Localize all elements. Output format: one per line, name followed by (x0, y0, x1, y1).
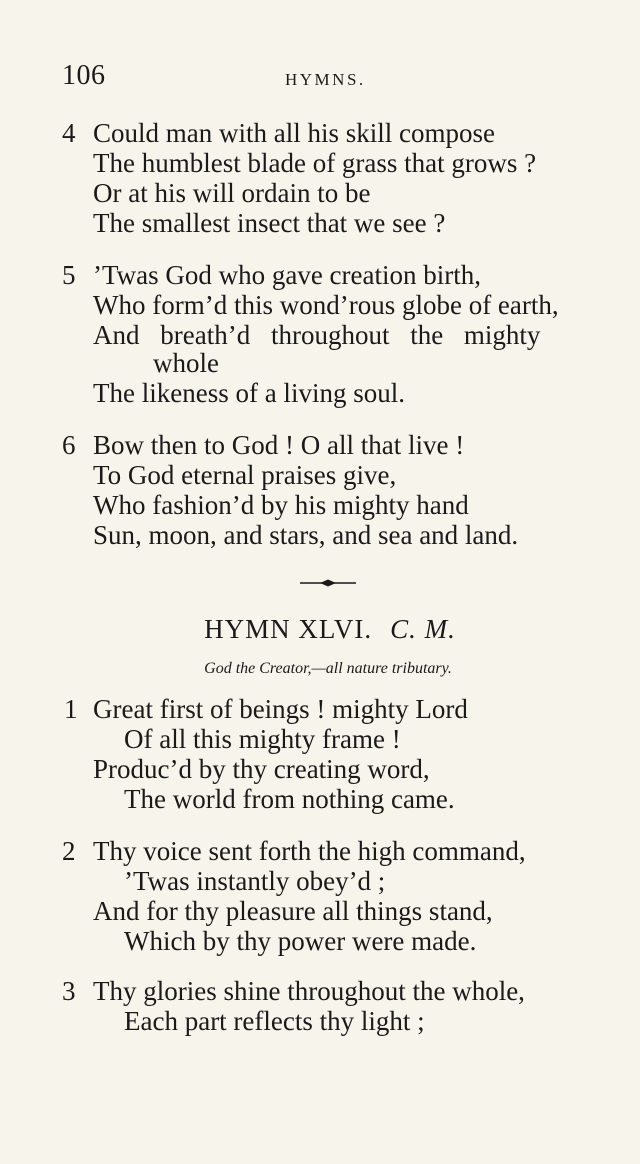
verse-line: The likeness of a living soul. (93, 378, 405, 408)
page-number: 106 (62, 60, 106, 91)
verse-line: Thy glories shine throughout the whole, (93, 976, 525, 1006)
verse-line: Which by thy power were made. (124, 926, 477, 956)
verse-line: Sun, moon, and stars, and sea and land. (93, 520, 519, 550)
hymn-number: HYMN XLVI. (204, 614, 373, 644)
verse-line: ’Twas God who gave creation birth, (93, 260, 481, 290)
stanza-number: 3 (62, 976, 76, 1006)
hymn-title (0, 614, 640, 645)
verse-line: And for thy pleasure all things stand, (93, 896, 493, 926)
verse-line: The world from nothing came. (124, 784, 455, 814)
verse-line: Thy voice sent forth the high command, (93, 836, 526, 866)
stanza-number: 1 (64, 694, 78, 724)
running-head: HYMNS. (285, 70, 366, 89)
verse-line: Produc’d by thy creating word, (93, 754, 430, 784)
stanza-number: 4 (62, 118, 76, 148)
verse-line: Of all this mighty frame ! (124, 724, 401, 754)
stanza-number: 2 (62, 836, 76, 866)
verse-line: ’Twas instantly obey’d ; (124, 866, 386, 896)
ornament-divider (298, 578, 358, 588)
verse-line: Great first of beings ! mighty Lord (93, 694, 468, 724)
verse-line: Each part reflects thy light ; (124, 1006, 425, 1036)
stanza-number: 6 (62, 430, 76, 460)
verse-line: The humblest blade of grass that grows ? (93, 148, 537, 178)
verse-line: Could man with all his skill compose (93, 118, 495, 148)
hymn-meter: C. M. (390, 614, 456, 644)
verse-line: Bow then to God ! O all that live ! (93, 430, 465, 460)
verse-line: Who form’d this wond’rous globe of earth, (93, 290, 559, 320)
stanza-number: 5 (62, 260, 76, 290)
verse-line: To God eternal praises give, (93, 460, 397, 490)
verse-line-turnover: whole (153, 348, 219, 378)
hymn-subtitle: God the Creator,—all nature tributary. (204, 660, 452, 677)
verse-line: The smallest insect that we see ? (93, 208, 446, 238)
verse-line: Who fashion’d by his mighty hand (93, 490, 469, 520)
verse-line: And breath’d throughout the mighty (93, 320, 541, 350)
verse-line: Or at his will ordain to be (93, 178, 371, 208)
